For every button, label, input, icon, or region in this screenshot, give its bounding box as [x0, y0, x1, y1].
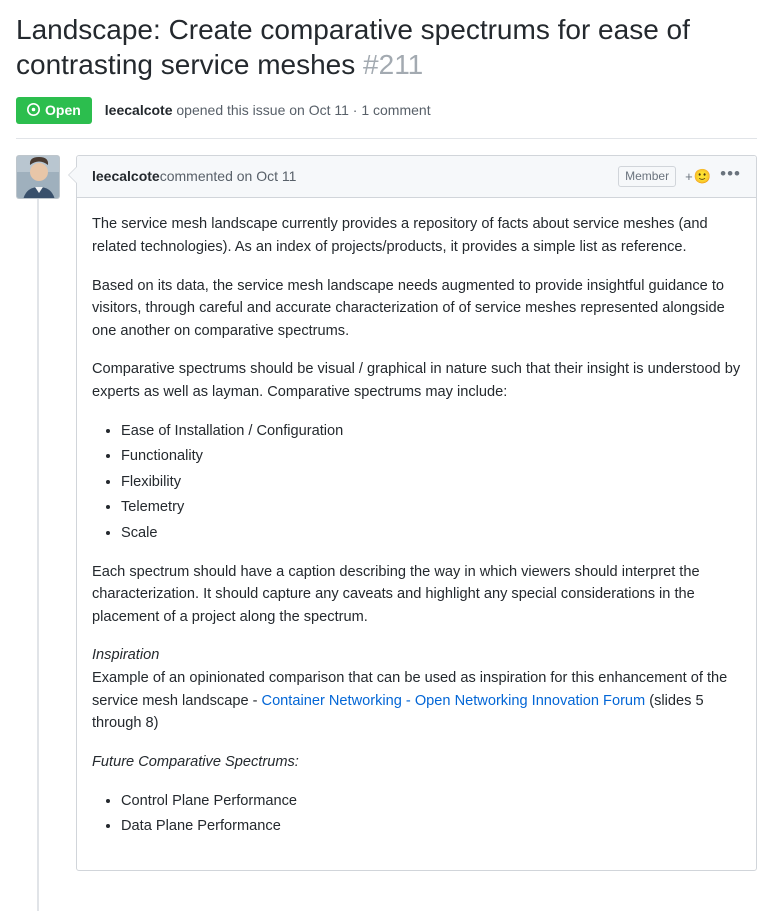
inspiration-text-before: Example of an opinionated comparison that can be used as inspiration for this enhancement of the service mesh landscape - [92, 670, 728, 709]
add-reaction-button[interactable] [685, 169, 711, 183]
future-spectrums-heading-text: Future Comparative Spectrums: [92, 753, 299, 770]
issue-meta-detail: opened this issue on Oct 11 · 1 comment [172, 101, 431, 118]
comment-author-link[interactable]: leecalcote [92, 167, 160, 184]
inspiration-heading [92, 644, 741, 667]
inspiration-heading-text: Inspiration [92, 647, 160, 664]
comment-header-actions [618, 166, 741, 188]
future-spectrum-list [92, 790, 741, 838]
list-item: • Telemetry [121, 496, 741, 519]
inspiration-link[interactable]: Container Networking - Open Networking Innovation Forum [261, 692, 646, 709]
issue-title-text: Landscape: Create comparative spectrums for ease of contrasting service meshes [16, 14, 690, 81]
comment-card [76, 155, 757, 871]
comment-thread [16, 155, 757, 871]
comment-paragraph-4: Each spectrum should have a caption describing the way in which viewers should interpret the characterization. It should capture any caveats and highlight any special considerations in the placement of a project along the spectrum. [92, 563, 700, 625]
list-item: • Functionality [121, 445, 741, 468]
smiley-icon: 🙂 [693, 168, 712, 185]
inspiration-paragraph [92, 667, 741, 735]
list-item: • Ease of Installation / Configuration [121, 420, 741, 443]
issue-meta-text [105, 100, 431, 121]
list-item: • Flexibility [121, 471, 741, 494]
page-title [16, 12, 757, 83]
comment-paragraph-2: Based on its data, the service mesh landscape needs augmented to provide insightful guidance to visitors, through careful and accurate characterization of of service meshes represented alongside one another on comparative spectrums. [92, 277, 725, 339]
list-item: • Control Plane Performance [121, 790, 741, 813]
issue-number: #211 [363, 49, 424, 81]
issue-author-link[interactable]: leecalcote [104, 101, 173, 118]
spectrum-list [92, 420, 741, 545]
inspiration-text-after: (slides 5 through 8) [92, 692, 704, 732]
list-item: • Scale [121, 522, 741, 545]
comment-paragraph-1: The service mesh landscape currently provides a repository of facts about service meshes (and related technologies). As an index of projects/products, it provides a simple list as reference. [92, 216, 708, 255]
future-spectrums-heading [92, 751, 741, 774]
member-badge: Member [618, 166, 676, 188]
plus-icon: + [685, 168, 693, 184]
comment-header [77, 156, 756, 199]
status-badge [16, 97, 92, 124]
kebab-menu-icon[interactable]: ••• [720, 164, 741, 184]
status-badge-label: Open [45, 102, 81, 119]
issue-meta-row [16, 97, 757, 139]
issue-opened-icon [27, 103, 40, 118]
comment-paragraph-3: Comparative spectrums should be visual / graphical in nature such that their insight is understood by experts as well as layman. Comparative spectrums may include: [92, 361, 741, 400]
avatar[interactable] [16, 155, 60, 199]
comment-body [77, 198, 756, 869]
comment-action-text: commented on Oct 11 [159, 167, 297, 184]
list-item: • Data Plane Performance [121, 815, 741, 838]
